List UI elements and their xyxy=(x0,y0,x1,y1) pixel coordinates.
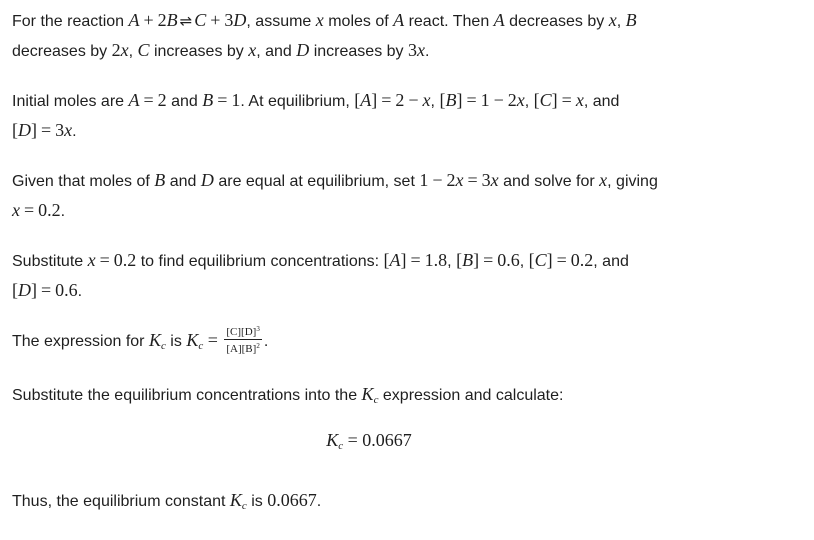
symbol-kc: $K_c$ xyxy=(229,490,247,512)
text: Initial moles are xyxy=(12,93,129,110)
text: and xyxy=(166,93,203,110)
text: . At equilibrium, xyxy=(240,93,355,110)
text: . xyxy=(60,203,66,220)
eq-initial-B: B = 1 xyxy=(202,90,241,110)
text: and solve for xyxy=(498,173,600,190)
display-equation-kc: $K_c = 0.0667$ xyxy=(326,430,412,452)
text: . xyxy=(316,493,322,510)
text: , xyxy=(524,93,534,110)
text: For the reaction xyxy=(12,13,129,30)
text: , xyxy=(128,43,138,60)
eq-solve: 1 − 2x = 3x xyxy=(419,170,499,190)
text: The expression for xyxy=(12,333,149,350)
text: expression and calculate: xyxy=(378,387,564,404)
var-A: A xyxy=(493,10,505,30)
paragraph-substitute xyxy=(12,246,804,306)
text: is xyxy=(165,333,187,350)
var-A: A xyxy=(393,10,405,30)
paragraph-solve-x xyxy=(12,166,804,226)
text: . xyxy=(263,333,269,350)
text: , xyxy=(430,93,440,110)
text: , xyxy=(616,13,626,30)
text: Substitute the equilibrium concentrations into the xyxy=(12,387,362,404)
text: increases by xyxy=(309,43,408,60)
eq-eq-A: [A] = 1.8 xyxy=(383,250,448,270)
var-x: x xyxy=(599,170,608,190)
paragraph-initial-moles xyxy=(12,86,804,146)
eq-initial-A: A = 2 xyxy=(128,90,167,110)
text: decreases by xyxy=(504,13,609,30)
text: react. Then xyxy=(404,13,494,30)
var-C: C xyxy=(137,40,150,60)
text: , giving xyxy=(607,173,658,190)
text: , xyxy=(519,253,529,270)
text: Thus, the equilibrium constant xyxy=(12,493,230,510)
text: , and xyxy=(583,93,620,110)
text: . xyxy=(77,283,83,300)
text: Given that moles of xyxy=(12,173,155,190)
text: moles of xyxy=(323,13,394,30)
text: , xyxy=(447,253,457,270)
eq-solution-x: x = 0.2 xyxy=(12,200,61,220)
eq-conc-C: [C] = x xyxy=(533,90,584,110)
reaction-equation: A + 2B ⇌ C + 3D xyxy=(128,10,247,30)
paragraph-kc-expression xyxy=(12,326,804,360)
expr-2x: 2x xyxy=(111,40,129,60)
text: Substitute xyxy=(12,253,88,270)
solution-text xyxy=(12,6,804,540)
eq-eq-B: [B] = 0.6 xyxy=(456,250,520,270)
text: decreases by xyxy=(12,43,112,60)
var-x: x xyxy=(248,40,257,60)
var-B: B xyxy=(154,170,166,190)
kc-numerator: $[C][D]^3$ xyxy=(226,325,260,339)
eq-eq-D: [D] = 0.6 xyxy=(12,280,78,300)
paragraph-conclusion xyxy=(12,486,804,520)
symbol-kc: $K_c$ xyxy=(361,384,379,406)
eq-eq-C: [C] = 0.2 xyxy=(528,250,594,270)
paragraph-calculate xyxy=(12,380,804,414)
symbol-kc: $K_c$ xyxy=(148,330,166,352)
eq-conc-A: [A] = 2 − x xyxy=(354,90,431,110)
equilibrium-arrow-icon: ⇌ xyxy=(179,12,193,30)
var-D: D xyxy=(296,40,310,60)
var-x: x xyxy=(315,10,324,30)
text: , assume xyxy=(246,13,316,30)
text: . xyxy=(424,43,430,60)
symbol-kc: $K_c$ = xyxy=(186,330,223,352)
text: , and xyxy=(256,43,297,60)
expr-3x: 3x xyxy=(407,40,425,60)
eq-sub-x: x = 0.2 xyxy=(87,250,137,270)
eq-conc-D: [D] = 3x xyxy=(12,120,73,140)
text: are equal at equilibrium, set xyxy=(213,173,420,190)
paragraph-reaction-setup xyxy=(12,6,804,66)
text: and xyxy=(165,173,201,190)
eq-conc-B: [B] = 1 − 2x xyxy=(439,90,525,110)
text: . xyxy=(72,123,77,140)
kc-denominator: $[A][B]^2$ xyxy=(226,342,260,356)
var-B: B xyxy=(625,10,637,30)
text: is xyxy=(246,493,268,510)
var-D: D xyxy=(200,170,214,190)
var-x: x xyxy=(608,10,617,30)
kc-fraction xyxy=(224,324,261,355)
text: increases by xyxy=(149,43,249,60)
kc-value: 0.0667 xyxy=(267,490,317,510)
text: to find equilibrium concentrations: xyxy=(136,253,384,270)
text: , and xyxy=(593,253,629,270)
